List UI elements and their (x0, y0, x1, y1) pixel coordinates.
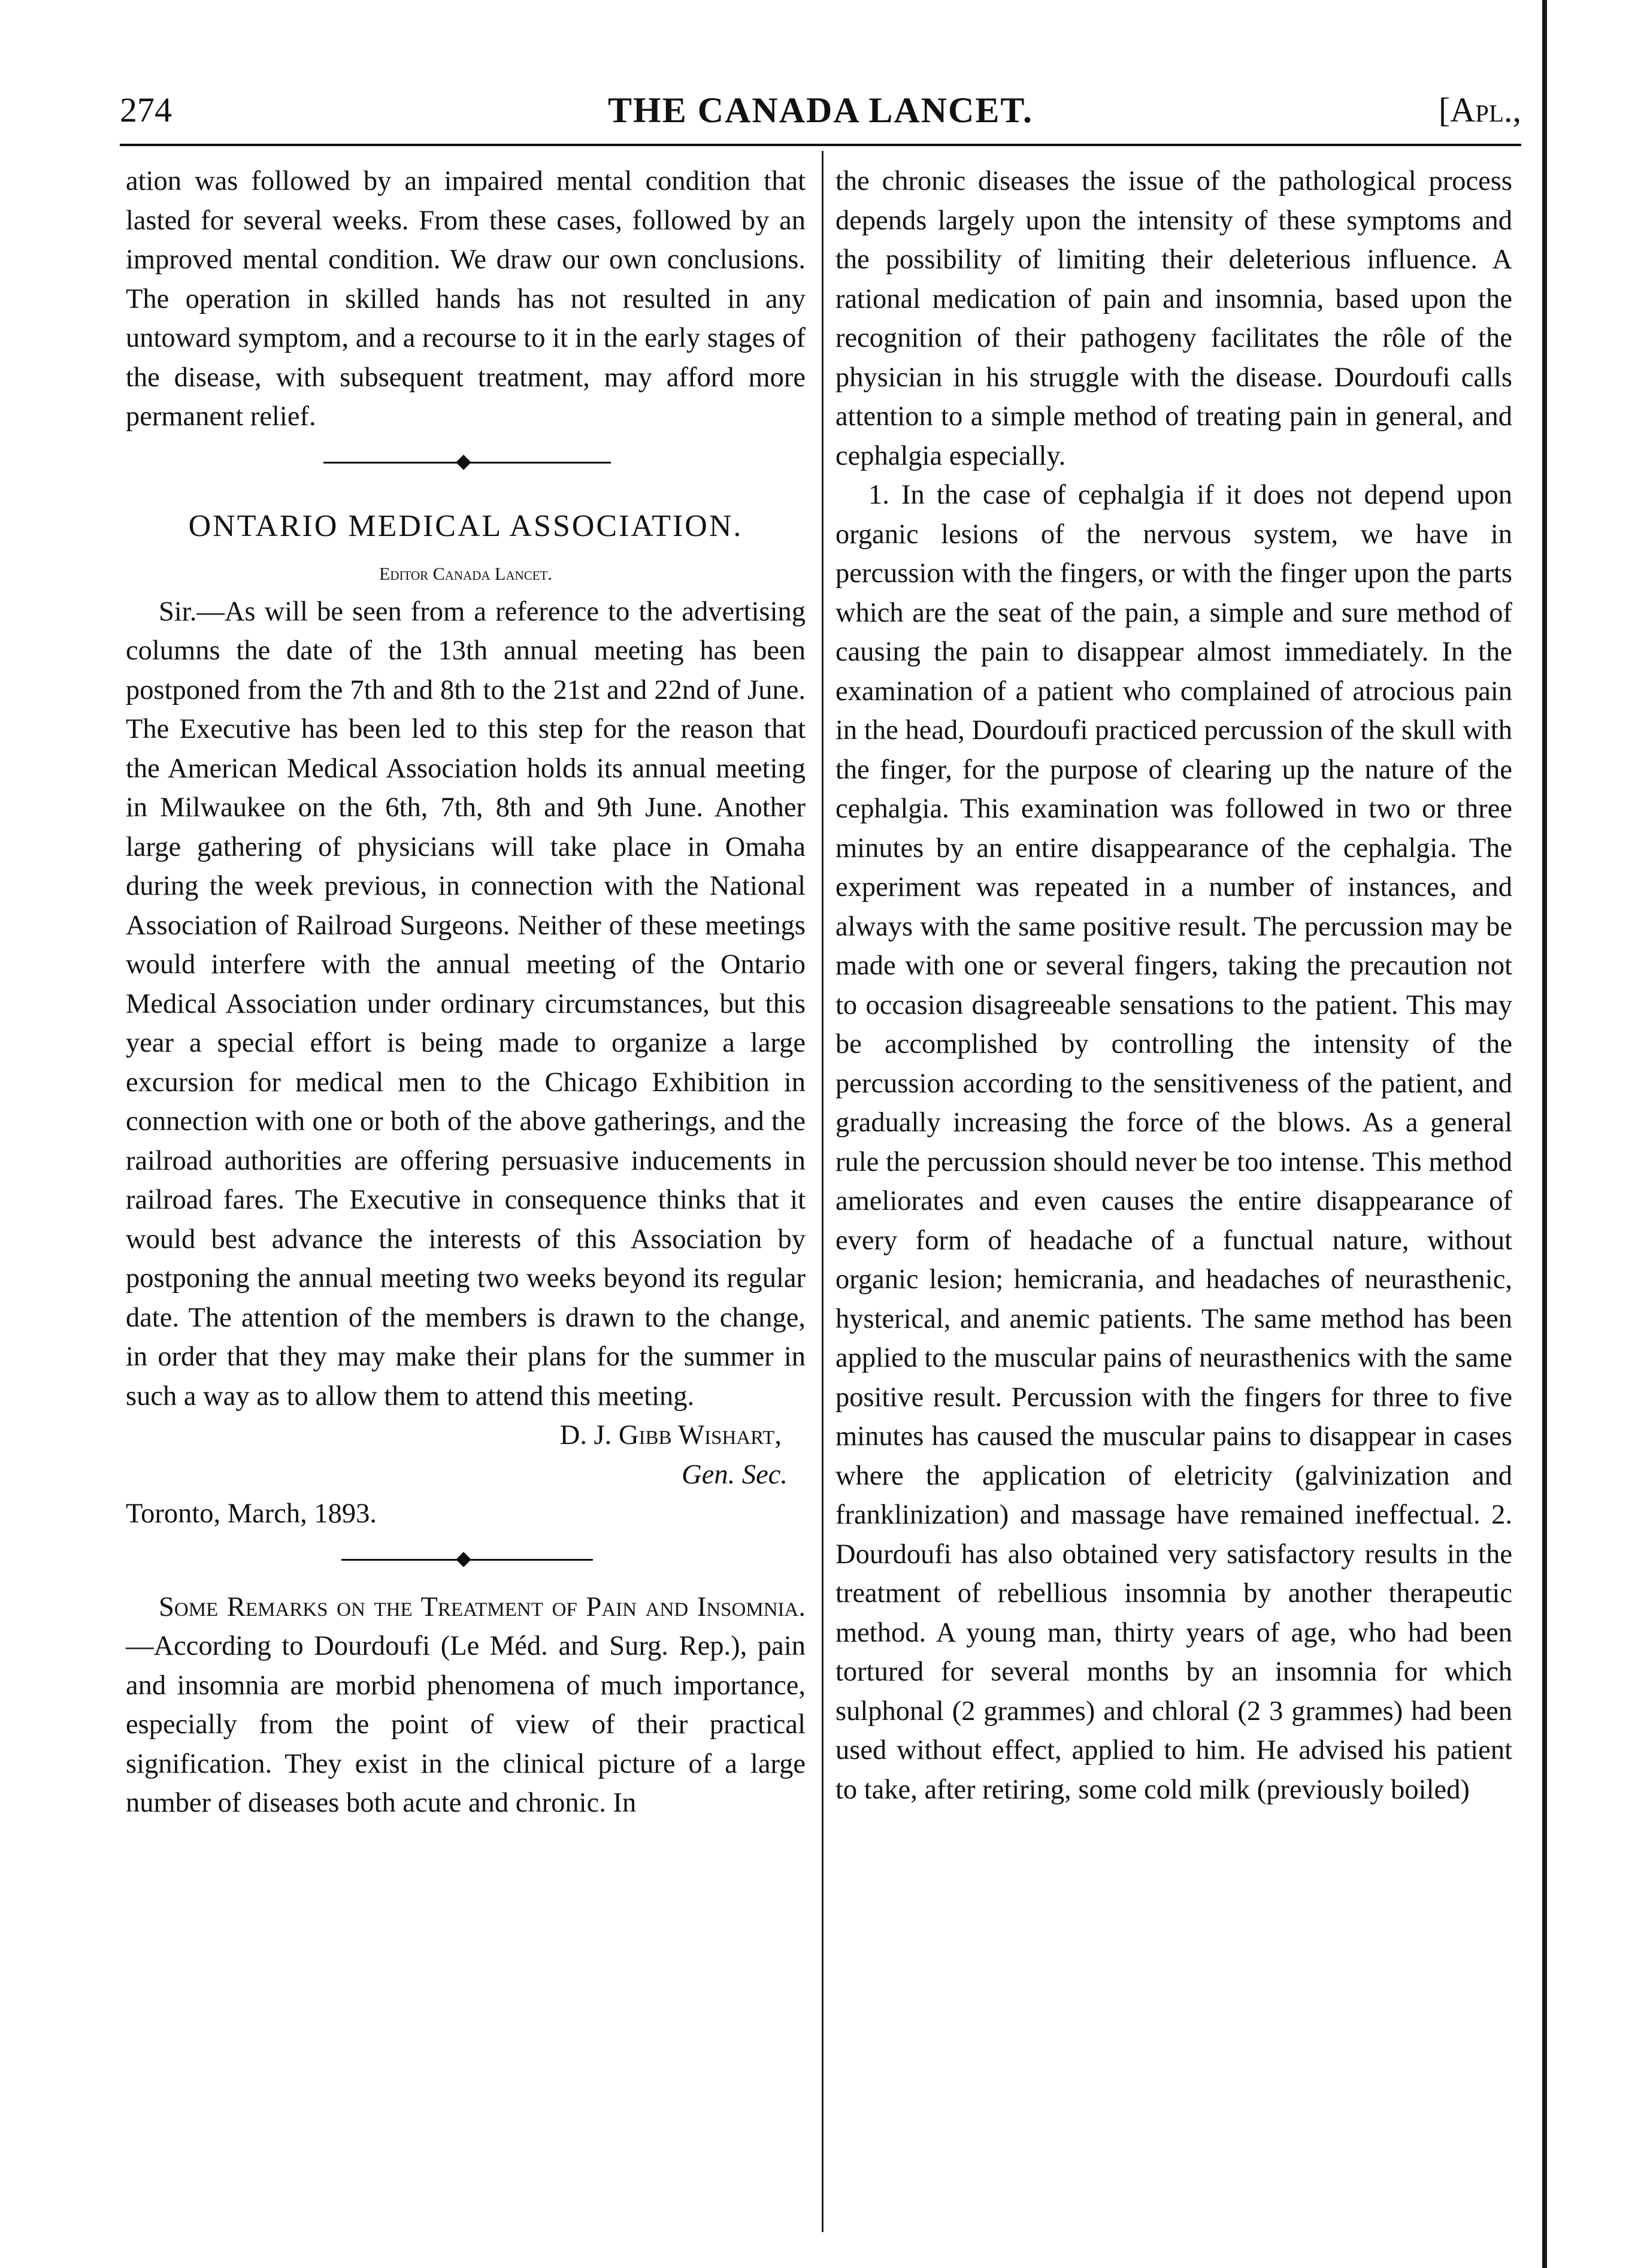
article-ornament (126, 1534, 806, 1588)
article-heading: Some Remarks on the Treatment of Pain and Insomnia. (159, 1591, 806, 1622)
header-rule (120, 144, 1521, 146)
page-edge-shadow (1542, 0, 1547, 2268)
right-paragraph-1: the chronic diseases the issue of the pathological process depends largely upon the intensity of these symptoms and the possibility of limiting their deleterious influence. A rational medication of pain and insomnia, based upon the recognition of their pathogeny facilitates the rôle of the physician in his struggle with the disease. Dourdoufi calls attention to a simple method of treating pain in general, and cephalgia especially. (835, 166, 1512, 471)
ornament-diamond (456, 455, 471, 470)
left-column (126, 162, 806, 1823)
editor-salutation: Editor Canada Lancet. (379, 564, 552, 584)
letter-body: Sir.—As will be seen from a reference to the advertising columns the date of the 13th annual meeting has been postponed from the 7th and 8th to the 21st and 22nd of June. The Executive has been led to this step for the reason that the American Medical Association holds its annual meeting in Milwaukee on the 6th, 7th, 8th and 9th June. Another large gathering of physicians will take place in Omaha during the week previous, in connection with the National Association of Railroad Surgeons. Neither of these meetings would interfere with the annual meeting of the Ontario Medical Association under ordinary circumstances, but this year a special effort is being made to organize a large excursion for medical men to the Chicago Exhibition in connection with one or both of the above gatherings, and the railroad authorities are offering persuasive inducements in railroad fares. The Executive in consequence thinks that it would best advance the interests of this Association by postponing the annual meeting two weeks beyond its regular date. The attention of the members is drawn to the change, in order that they may make their plans for the summer in such a way as to allow them to attend this meeting. (126, 596, 806, 1412)
article-start: —According to Dourdoufi (Le Méd. and Surg. Rep.), pain and insomnia are morbid phenomena of much importance, especially from the point of view of their practical signification. They exist in the clinical picture of a large number of diseases both acute and chronic. In (126, 1631, 806, 1818)
signature-place-date: Toronto, March, 1893. (126, 1498, 377, 1529)
signature-role: Gen. Sec. (682, 1459, 788, 1490)
journal-title: THE CANADA LANCET. (608, 90, 1033, 130)
right-column (835, 162, 1512, 1809)
ornament-diamond (456, 1552, 471, 1567)
page-header (120, 90, 1521, 144)
section-ornament (126, 437, 806, 490)
page-number: 274 (120, 90, 172, 129)
continuation-paragraph: ation was followed by an impaired mental condition that lasted for several weeks. From these cases, followed by an improved mental condition. We draw our own conclusions. The operation in skilled hands has not resulted in any untoward symptom, and a recourse to it in the early stages of the disease, with subsequent treatment, may afford more permanent relief. (126, 166, 806, 432)
issue-month: [Apl., (1438, 90, 1521, 129)
right-paragraph-2: 1. In the case of cephalgia if it does not depend upon organic lesions of the nervous system, we have in percussion with the fingers, or with the finger upon the parts which are the seat of the pain, a simple and sure method of causing the pain to disappear almost immediately. In the examination of a patient who complained of atrocious pain in the head, Dourdoufi practiced percussion of the skull with the finger, for the purpose of clearing up the nature of the cephalgia. This examination was followed in two or three minutes by an entire disappearance of the cephalgia. The experiment was repeated in a number of instances, and always with the same positive result. The percussion may be made with one or several fingers, taking the precaution not to occasion disagreeable sensations to the patient. This may be accomplished by controlling the intensity of the percussion according to the sensitiveness of the patient, and gradually increasing the force of the blows. As a general rule the percussion should never be too intense. This method ameliorates and even causes the entire disappearance of every form of headache of a functual nature, without organic lesion; hemicrania, and headaches of neurasthenic, hysterical, and anemic patients. The same method has been applied to the muscular pains of neurasthenics with the same positive result. Percussion with the fingers for three to five minutes has caused the muscular pains to disappear in cases where the application of eletricity (galvinization and franklinization) and massage have remained ineffectual. 2. Dourdoufi has also obtained very satisfactory results in the treatment of rebellious insomnia by another therapeutic method. A young man, thirty years of age, who had been tortured for several months by an insomnia for which sulphonal (2 grammes) and chloral (2 3 grammes) had been used without effect, applied to him. He advised his patient to take, after retiring, some cold milk (previously boiled) (835, 480, 1512, 1805)
article-paragraph (126, 1588, 806, 1823)
column-divider (822, 151, 824, 2232)
signature-name: D. J. Gibb Wishart, (559, 1420, 782, 1451)
section-heading: ONTARIO MEDICAL ASSOCIATION. (188, 508, 743, 543)
